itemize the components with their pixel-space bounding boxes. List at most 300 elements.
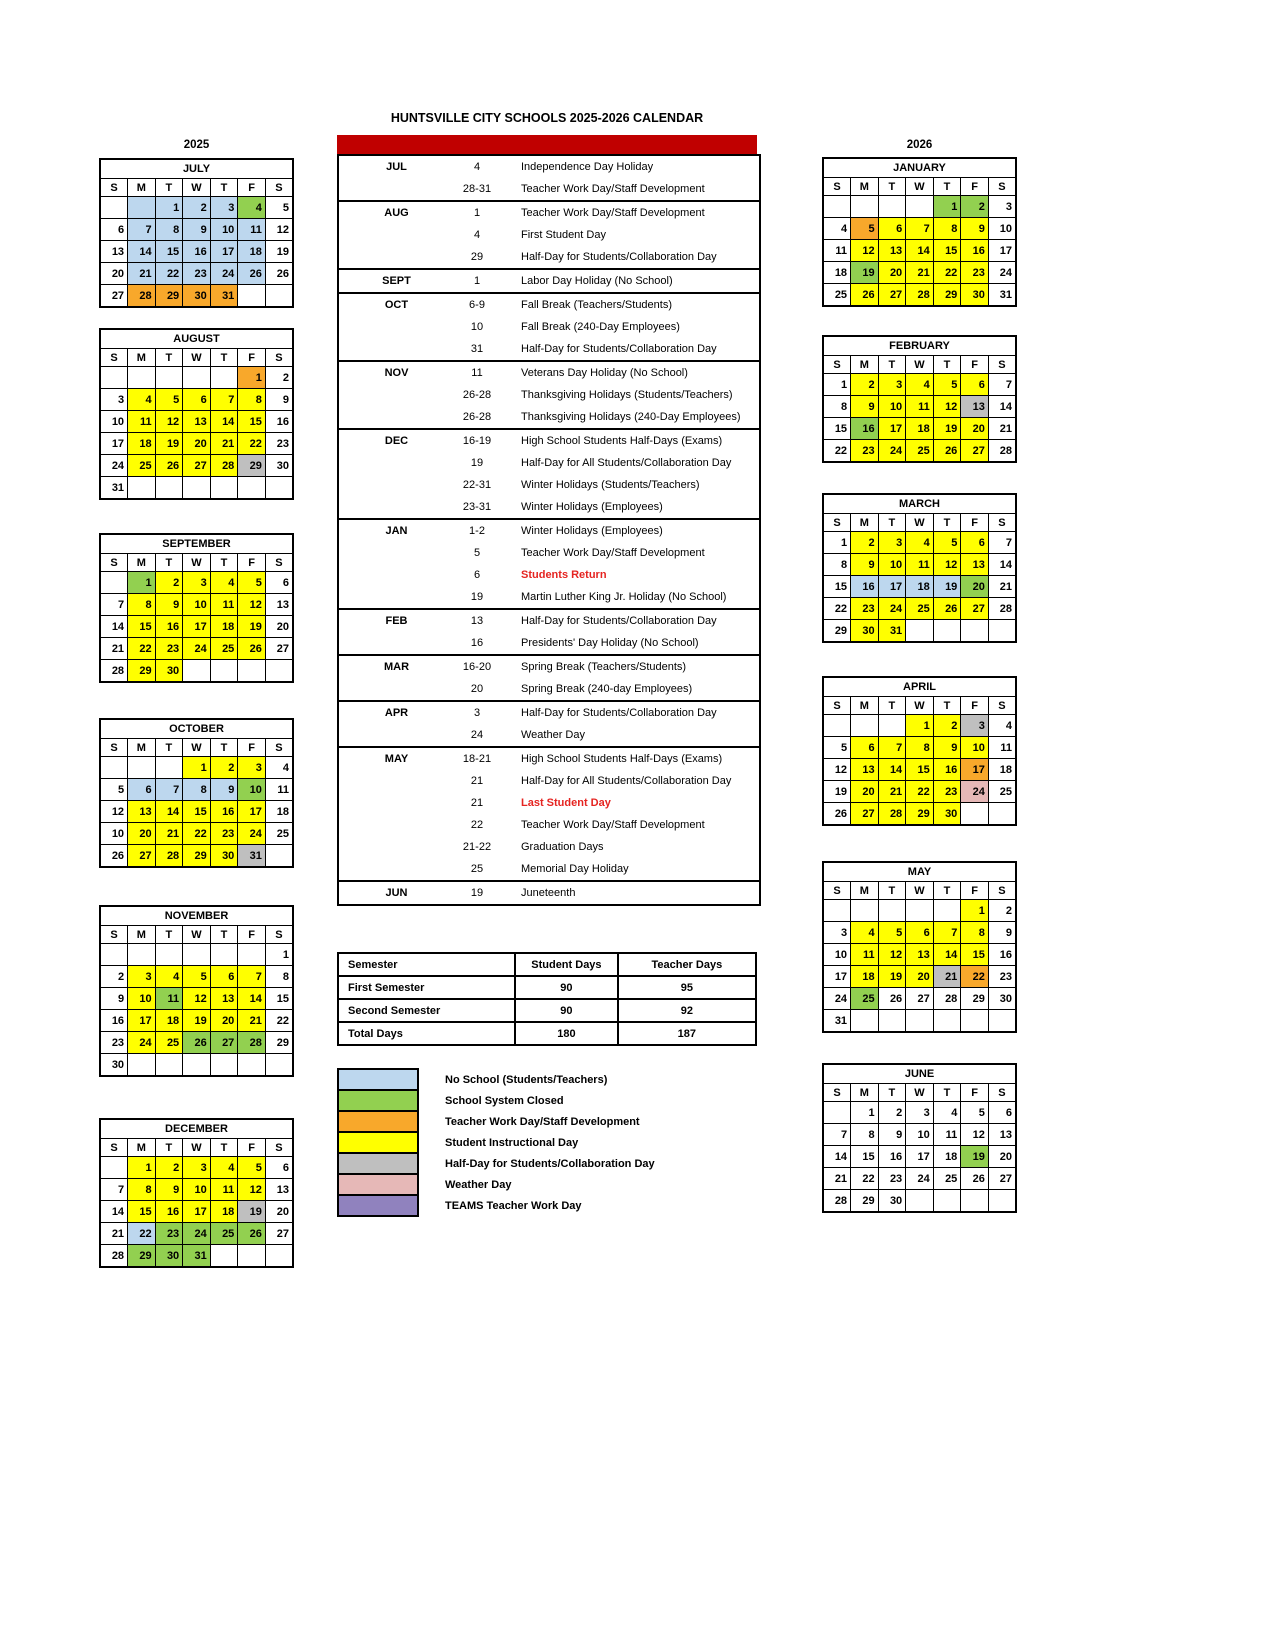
day-cell (100, 367, 128, 389)
event-row (339, 702, 759, 724)
day-cell: 29 (183, 845, 211, 868)
day-cell (851, 900, 879, 922)
event-month-group (339, 200, 759, 268)
day-cell: 11 (128, 411, 156, 433)
day-cell (183, 944, 211, 966)
day-cell: 10 (210, 219, 238, 241)
event-row (339, 224, 759, 246)
weekday-header: S (100, 349, 128, 367)
day-cell: 27 (265, 1223, 293, 1245)
event-row (339, 586, 759, 608)
event-month-group (339, 156, 759, 200)
weekday-header: S (100, 926, 128, 944)
day-cell: 23 (851, 440, 879, 463)
day-cell: 15 (183, 801, 211, 823)
day-cell: 16 (988, 944, 1016, 966)
event-month-label: FEB (385, 615, 408, 627)
event-month-group (339, 746, 759, 880)
day-cell: 26 (238, 638, 266, 660)
day-cell: 11 (210, 1179, 238, 1201)
event-date: 29 (470, 251, 484, 263)
day-cell: 7 (155, 779, 183, 801)
event-month-group (339, 700, 759, 746)
day-cell: 19 (851, 262, 879, 284)
day-cell: 17 (238, 801, 266, 823)
day-cell: 21 (878, 781, 906, 803)
event-row (339, 882, 759, 904)
weekday-header: W (183, 179, 211, 197)
day-cell: 9 (100, 988, 128, 1010)
weekday-header: W (183, 349, 211, 367)
day-cell: 25 (906, 598, 934, 620)
event-description: Winter Holidays (Employees) (521, 501, 663, 513)
event-row (339, 564, 759, 586)
day-cell: 5 (851, 218, 879, 240)
day-cell: 24 (906, 1168, 934, 1190)
day-cell: 21 (100, 638, 128, 660)
month-calendar-february-2026 (822, 335, 1017, 463)
semester-row (338, 999, 756, 1022)
day-cell: 8 (238, 389, 266, 411)
day-cell: 27 (961, 598, 989, 620)
day-cell (988, 803, 1016, 826)
event-row (339, 406, 759, 428)
day-cell: 3 (238, 757, 266, 779)
month-calendar-april-2026 (822, 676, 1017, 826)
day-cell: 30 (183, 285, 211, 308)
day-cell: 7 (933, 922, 961, 944)
day-cell: 10 (878, 554, 906, 576)
semester-cell: Teacher Days (618, 953, 756, 976)
day-cell: 22 (265, 1010, 293, 1032)
day-cell: 15 (851, 1146, 879, 1168)
day-cell (851, 715, 879, 737)
day-cell: 20 (988, 1146, 1016, 1168)
day-cell: 26 (265, 263, 293, 285)
event-description: Half-Day for Students/Collaboration Day (521, 707, 717, 719)
weekday-header: F (961, 356, 989, 374)
day-cell (878, 1010, 906, 1033)
legend-label: Student Instructional Day (445, 1136, 579, 1149)
event-row (339, 770, 759, 792)
day-cell: 11 (210, 594, 238, 616)
weekday-header: T (155, 926, 183, 944)
event-month-group (339, 518, 759, 608)
day-cell: 14 (100, 616, 128, 638)
event-date: 16 (470, 637, 484, 649)
event-description: Independence Day Holiday (521, 161, 654, 173)
day-cell: 16 (100, 1010, 128, 1032)
event-date: 19 (470, 591, 484, 603)
day-cell: 3 (961, 715, 989, 737)
event-description: Spring Break (240-day Employees) (521, 683, 693, 695)
day-cell: 13 (878, 240, 906, 262)
day-cell: 10 (100, 823, 128, 845)
weekday-header: S (988, 514, 1016, 532)
day-cell: 6 (961, 532, 989, 554)
day-cell: 22 (128, 1223, 156, 1245)
day-cell (183, 1054, 211, 1077)
weekday-header: S (265, 179, 293, 197)
event-description: Veterans Day Holiday (No School) (521, 367, 688, 379)
day-cell: 11 (155, 988, 183, 1010)
day-cell: 29 (238, 455, 266, 477)
weekday-header: F (961, 514, 989, 532)
day-cell: 16 (210, 801, 238, 823)
day-cell: 10 (183, 1179, 211, 1201)
day-cell: 19 (183, 1010, 211, 1032)
day-cell: 13 (961, 396, 989, 418)
day-cell: 15 (823, 576, 851, 598)
day-cell: 31 (100, 477, 128, 500)
day-cell: 7 (906, 218, 934, 240)
event-month-label: APR (384, 707, 409, 719)
day-cell: 9 (988, 922, 1016, 944)
day-cell: 21 (933, 966, 961, 988)
day-cell: 23 (265, 433, 293, 455)
day-cell: 21 (155, 823, 183, 845)
day-cell (933, 1190, 961, 1213)
event-date: 21-22 (462, 841, 492, 853)
weekday-header: W (906, 178, 934, 196)
day-cell: 14 (210, 411, 238, 433)
event-description: Weather Day (521, 729, 585, 741)
day-cell: 18 (851, 966, 879, 988)
key-dates-table (337, 154, 761, 906)
event-month-group (339, 608, 759, 654)
event-row (339, 724, 759, 746)
day-cell: 6 (878, 218, 906, 240)
weekday-header: W (183, 926, 211, 944)
day-cell: 5 (933, 374, 961, 396)
day-cell: 6 (961, 374, 989, 396)
day-cell: 24 (878, 598, 906, 620)
day-cell: 6 (265, 572, 293, 594)
day-cell (878, 715, 906, 737)
weekday-header: T (210, 926, 238, 944)
day-cell: 11 (851, 944, 879, 966)
day-cell: 29 (851, 1190, 879, 1213)
event-month-group (339, 268, 759, 292)
day-cell: 23 (933, 781, 961, 803)
weekday-header: M (851, 356, 879, 374)
day-cell: 29 (961, 988, 989, 1010)
weekday-header: T (933, 178, 961, 196)
event-description: Half-Day for Students/Collaboration Day (521, 615, 717, 627)
weekday-header: W (906, 514, 934, 532)
day-cell: 12 (878, 944, 906, 966)
day-cell: 30 (155, 660, 183, 683)
day-cell: 19 (238, 616, 266, 638)
day-cell: 18 (238, 241, 266, 263)
day-cell: 16 (265, 411, 293, 433)
day-cell: 6 (210, 966, 238, 988)
event-description: Teacher Work Day/Staff Development (521, 547, 705, 559)
day-cell: 10 (988, 218, 1016, 240)
day-cell: 5 (933, 532, 961, 554)
weekday-header: S (823, 882, 851, 900)
day-cell (265, 477, 293, 500)
weekday-header: F (961, 697, 989, 715)
day-cell: 27 (183, 455, 211, 477)
red-banner (337, 135, 757, 154)
day-cell: 4 (906, 374, 934, 396)
day-cell: 1 (183, 757, 211, 779)
event-month-group (339, 880, 759, 904)
event-description: Half-Day for All Students/Collaboration Day (521, 775, 732, 787)
day-cell: 17 (183, 1201, 211, 1223)
day-cell: 21 (988, 576, 1016, 598)
event-description: Teacher Work Day/Staff Development (521, 819, 705, 831)
day-cell: 9 (878, 1124, 906, 1146)
day-cell: 22 (183, 823, 211, 845)
day-cell: 2 (100, 966, 128, 988)
day-cell: 17 (128, 1010, 156, 1032)
month-title: OCTOBER (100, 719, 293, 739)
day-cell: 28 (155, 845, 183, 868)
day-cell: 19 (823, 781, 851, 803)
day-cell: 15 (906, 759, 934, 781)
event-date: 16-19 (462, 435, 492, 447)
day-cell: 6 (100, 219, 128, 241)
day-cell: 2 (210, 757, 238, 779)
day-cell: 18 (906, 418, 934, 440)
day-cell: 30 (961, 284, 989, 307)
day-cell: 26 (238, 1223, 266, 1245)
event-row (339, 858, 759, 880)
day-cell: 17 (906, 1146, 934, 1168)
month-calendar-september-2025 (99, 533, 294, 683)
day-cell: 25 (155, 1032, 183, 1054)
day-cell: 10 (878, 396, 906, 418)
event-description: Spring Break (Teachers/Students) (521, 661, 687, 673)
event-date: 1-2 (469, 525, 485, 537)
day-cell: 22 (238, 433, 266, 455)
day-cell: 17 (210, 241, 238, 263)
day-cell: 2 (155, 572, 183, 594)
weekday-header: S (100, 1139, 128, 1157)
weekday-header: T (210, 349, 238, 367)
legend-row (337, 1089, 655, 1112)
day-cell: 27 (100, 285, 128, 308)
day-cell: 21 (988, 418, 1016, 440)
day-cell: 1 (823, 374, 851, 396)
day-cell: 4 (128, 389, 156, 411)
day-cell: 28 (100, 660, 128, 683)
day-cell: 1 (906, 715, 934, 737)
day-cell: 19 (238, 1201, 266, 1223)
weekday-header: T (878, 178, 906, 196)
day-cell: 23 (961, 262, 989, 284)
day-cell: 19 (265, 241, 293, 263)
day-cell: 1 (128, 1157, 156, 1179)
day-cell: 24 (238, 823, 266, 845)
day-cell: 6 (851, 737, 879, 759)
event-description: First Student Day (521, 229, 606, 241)
weekday-header: M (851, 697, 879, 715)
day-cell: 13 (210, 988, 238, 1010)
month-calendar-march-2026 (822, 493, 1017, 643)
weekday-header: S (988, 882, 1016, 900)
day-cell: 26 (933, 598, 961, 620)
semester-cell: Student Days (515, 953, 618, 976)
semester-table (337, 952, 757, 1046)
month-title: AUGUST (100, 329, 293, 349)
weekday-header: F (238, 739, 266, 757)
day-cell: 16 (851, 576, 879, 598)
day-cell: 17 (100, 433, 128, 455)
weekday-header: M (128, 1139, 156, 1157)
day-cell: 9 (155, 594, 183, 616)
day-cell: 9 (265, 389, 293, 411)
day-cell (988, 1010, 1016, 1033)
day-cell (933, 1010, 961, 1033)
weekday-header: T (210, 554, 238, 572)
day-cell: 11 (238, 219, 266, 241)
event-month-label: AUG (384, 207, 409, 219)
day-cell: 9 (155, 1179, 183, 1201)
day-cell: 13 (128, 801, 156, 823)
weekday-header: W (906, 882, 934, 900)
page-title: HUNTSVILLE CITY SCHOOLS 2025-2026 CALENDAR (390, 111, 704, 125)
day-cell: 24 (100, 455, 128, 477)
event-row (339, 202, 759, 224)
event-row (339, 496, 759, 518)
day-cell (155, 757, 183, 779)
event-date: 1 (473, 207, 481, 219)
day-cell: 28 (988, 598, 1016, 620)
day-cell: 7 (100, 594, 128, 616)
day-cell: 14 (906, 240, 934, 262)
month-calendar-may-2026 (822, 861, 1017, 1033)
day-cell: 31 (183, 1245, 211, 1268)
event-date: 16-20 (462, 661, 492, 673)
weekday-header: F (961, 882, 989, 900)
day-cell: 1 (155, 197, 183, 219)
day-cell (906, 1190, 934, 1213)
weekday-header: T (210, 179, 238, 197)
weekday-header: M (851, 882, 879, 900)
day-cell: 5 (238, 1157, 266, 1179)
day-cell: 11 (933, 1124, 961, 1146)
day-cell: 10 (823, 944, 851, 966)
day-cell: 14 (988, 554, 1016, 576)
color-legend (337, 1068, 655, 1217)
event-description: Half-Day for Students/Collaboration Day (521, 251, 717, 263)
day-cell (238, 477, 266, 500)
day-cell (933, 900, 961, 922)
day-cell: 4 (988, 715, 1016, 737)
day-cell (961, 803, 989, 826)
day-cell: 17 (183, 616, 211, 638)
month-title: JULY (100, 159, 293, 179)
legend-row (337, 1152, 655, 1175)
weekday-header: T (155, 179, 183, 197)
day-cell: 2 (961, 196, 989, 218)
event-row (339, 632, 759, 654)
day-cell: 26 (155, 455, 183, 477)
weekday-header: T (933, 356, 961, 374)
month-title: APRIL (823, 677, 1016, 697)
day-cell: 11 (823, 240, 851, 262)
day-cell: 3 (100, 389, 128, 411)
day-cell: 4 (851, 922, 879, 944)
event-description: Presidents' Day Holiday (No School) (521, 637, 699, 649)
day-cell: 21 (906, 262, 934, 284)
day-cell: 20 (128, 823, 156, 845)
day-cell: 13 (100, 241, 128, 263)
day-cell: 20 (265, 1201, 293, 1223)
weekday-header: M (128, 739, 156, 757)
weekday-header: T (933, 514, 961, 532)
event-row (339, 452, 759, 474)
legend-row (337, 1173, 655, 1196)
day-cell: 30 (988, 988, 1016, 1010)
day-cell: 5 (238, 572, 266, 594)
day-cell: 20 (878, 262, 906, 284)
day-cell (851, 196, 879, 218)
day-cell: 4 (823, 218, 851, 240)
event-description: Fall Break (240-Day Employees) (521, 321, 680, 333)
event-date: 5 (473, 547, 481, 559)
day-cell: 13 (988, 1124, 1016, 1146)
day-cell: 20 (851, 781, 879, 803)
weekday-header: T (933, 697, 961, 715)
day-cell: 4 (155, 966, 183, 988)
day-cell: 25 (933, 1168, 961, 1190)
day-cell: 21 (210, 433, 238, 455)
day-cell: 7 (988, 532, 1016, 554)
day-cell: 6 (128, 779, 156, 801)
event-date: 6-9 (469, 299, 485, 311)
legend-label: Half-Day for Students/Collaboration Day (445, 1157, 655, 1170)
day-cell: 30 (878, 1190, 906, 1213)
day-cell: 24 (823, 988, 851, 1010)
legend-swatch (337, 1173, 419, 1196)
weekday-header: M (128, 926, 156, 944)
event-row (339, 270, 759, 292)
day-cell: 20 (961, 576, 989, 598)
day-cell: 20 (183, 433, 211, 455)
weekday-header: W (906, 1084, 934, 1102)
event-month-label: SEPT (382, 275, 411, 287)
legend-row (337, 1110, 655, 1133)
day-cell: 8 (961, 922, 989, 944)
month-title: NOVEMBER (100, 906, 293, 926)
day-cell: 2 (851, 374, 879, 396)
day-cell (155, 477, 183, 500)
event-date: 6 (473, 569, 481, 581)
event-month-label: MAR (383, 661, 410, 673)
day-cell (238, 1245, 266, 1268)
event-month-group (339, 360, 759, 428)
event-date: 21 (470, 797, 484, 809)
day-cell: 26 (100, 845, 128, 868)
day-cell (128, 197, 156, 219)
day-cell: 8 (128, 594, 156, 616)
month-calendar-july-2025 (99, 158, 294, 308)
day-cell: 15 (961, 944, 989, 966)
weekday-header: W (183, 739, 211, 757)
day-cell: 12 (933, 554, 961, 576)
day-cell: 26 (823, 803, 851, 826)
semester-cell: 90 (515, 999, 618, 1022)
day-cell (961, 1190, 989, 1213)
day-cell: 14 (128, 241, 156, 263)
day-cell: 31 (238, 845, 266, 868)
event-date: 24 (470, 729, 484, 741)
day-cell: 18 (210, 1201, 238, 1223)
